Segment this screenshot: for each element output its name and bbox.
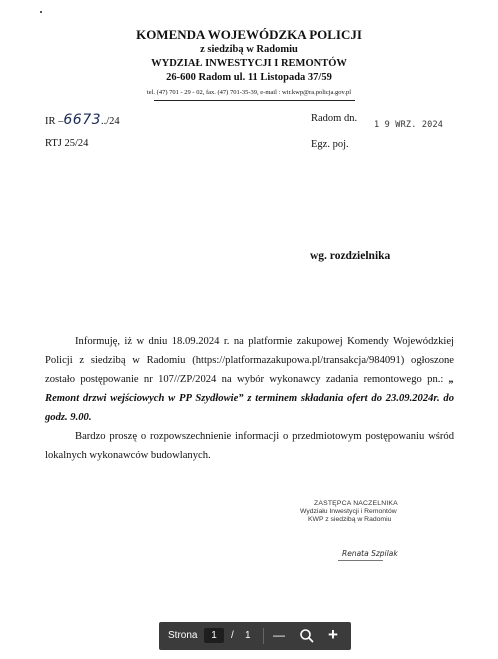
ir-number-handwritten: 6673 — [63, 112, 102, 128]
body-paragraph-1 — [45, 332, 454, 427]
rtj-reference: RTJ 25/24 — [45, 138, 89, 149]
page-separator: / — [231, 630, 234, 641]
copy-note: Egz. poj. — [311, 139, 349, 150]
stamp-title: ZASTĘPCA NACZELNIKA — [314, 500, 398, 507]
zoom-fit-button[interactable] — [299, 628, 315, 644]
date-stamp: 1 9 WRZ. 2024 — [374, 120, 444, 130]
stamp-department: Wydziału Inwestycji i Remontów — [300, 508, 397, 515]
page-total: 1 — [245, 630, 251, 641]
date-label: Radom dn. — [311, 113, 358, 124]
body-paragraph-1-bold: „ Remont drzwi wejściowych w PP Szydłowie” z terminem składania ofert do 23.09.2024r. do godz. 9.00. — [45, 374, 454, 423]
signature: Renata Szpilak — [342, 549, 398, 558]
ir-suffix: ../24 — [101, 116, 120, 127]
zoom-out-button[interactable]: — — [273, 628, 285, 642]
recipient: wg. rozdzielnika — [310, 250, 391, 262]
body-paragraph-1-text: Informuję, iż w dniu 18.09.2024 r. na platformie zakupowej Komendy Wojewódzkiej Policji z siedzibą w Radomiu (https://platformazakupowa.pl/transakcja/984091) ogłoszone zostało postępowanie nr 107//ZP/2024 na wybór wykonawcy zadania remontowego pn.: — [45, 336, 454, 385]
scan-dot — [40, 11, 42, 13]
body-paragraph-2: Bardzo proszę o rozpowszechnienie informacji o przedmiotowym postępowaniu wśród lokalnych wykonawców budowlanych. — [45, 431, 454, 461]
header-address: 26-600 Radom ul. 11 Listopada 37/59 — [166, 72, 332, 83]
pdf-toolbar — [159, 622, 351, 650]
zoom-in-button[interactable]: + — [328, 625, 338, 644]
toolbar-divider — [263, 628, 264, 644]
magnifier-icon — [299, 628, 315, 644]
letter-body — [45, 332, 454, 465]
header-title: KOMENDA WOJEWÓDZKA POLICJI — [136, 27, 362, 42]
stamp-command: KWP z siedzibą w Radomiu — [308, 516, 392, 523]
page-label: Strona — [168, 630, 198, 641]
page-number-input[interactable]: 1 — [204, 628, 224, 643]
signature-line — [338, 560, 383, 561]
ir-reference — [45, 112, 120, 128]
ir-prefix: IR – — [45, 116, 64, 127]
header-divider — [154, 100, 355, 101]
header-department: WYDZIAŁ INWESTYCJI I REMONTÓW — [151, 58, 347, 69]
official-stamp — [300, 500, 420, 523]
header-seat: z siedzibą w Radomiu — [200, 44, 298, 55]
header-contact: tel. (47) 701 - 29 - 02, fax. (47) 701-35-39, e-mail : wir.kwp@ra.policja.gov.pl — [146, 89, 352, 96]
